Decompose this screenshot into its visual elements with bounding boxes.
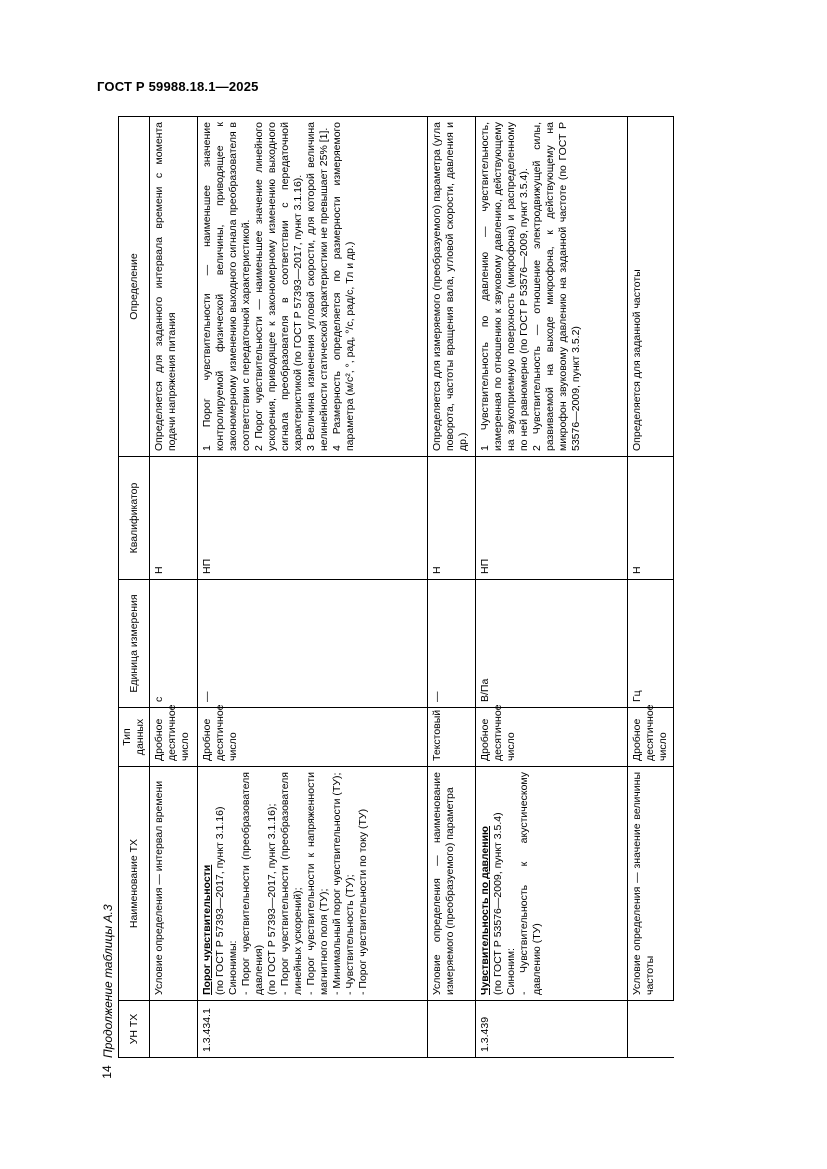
- name-line: - Порог чувствительности (преобразователя линейных ускорений);: [279, 772, 304, 995]
- characteristic-title: Чувствительность по давлению: [479, 825, 491, 995]
- definition-line: 1 Порог чувствительности — наименьшее значение контролируемой физической величины, приводящее к закономерному изменению выходного сигнала преобразователя в соответствии с передаточной характеристикой.: [201, 122, 252, 451]
- col-header-type: Тип данных: [119, 708, 150, 767]
- name-line: (по ГОСТ Р 57393—2017, пункт 3.1.16): [214, 806, 226, 995]
- table-row: [476, 117, 628, 1058]
- cell-definition: [628, 117, 674, 457]
- cell-code: [150, 1001, 198, 1058]
- definition-line: 2 Порог чувствительности — наименьшее значение линейного ускорения, приводящее к закономерному изменению выходного сигнала преобразователя в соответствии с передаточной характеристикой (по ГОСТ Р 57393—2017, пункт 3.1.16).: [253, 122, 304, 451]
- definition-line: 3 Величина изменения угловой скорости, для которой величина нелинейности статической характеристики не превышает 25% [1].: [305, 122, 330, 451]
- cell-name: [150, 767, 198, 1001]
- col-header-definition: Определение: [119, 117, 150, 457]
- name-line: - Порог чувствительности по току (ТУ): [357, 808, 369, 995]
- cell-name: [476, 767, 628, 1001]
- cell-type: Дробное десятичное число: [150, 708, 198, 767]
- cell-name: [198, 767, 428, 1001]
- name-line: Условие определения — интервал времени: [153, 780, 165, 995]
- name-line: Условие определения — наименование измеряемого (преобразуемого) параметра: [431, 772, 456, 995]
- cell-unit: В/Па: [476, 580, 628, 708]
- cell-code: 1.3.439: [476, 1001, 628, 1058]
- table-row: [198, 117, 428, 1058]
- cell-definition: [198, 117, 428, 457]
- cell-type: Дробное десятичное число: [628, 708, 674, 767]
- table-row: [150, 117, 198, 1058]
- page-number: 14: [100, 1065, 114, 1079]
- col-header-qualifier: Квалификатор: [119, 457, 150, 580]
- cell-definition: [150, 117, 198, 457]
- name-line: - Порог чувствительности к напряженности магнитного поля (ТУ);: [305, 772, 330, 995]
- name-line: Условие определения — значение величины частоты: [631, 772, 656, 995]
- name-line: - Чувствительность (ТУ);: [344, 874, 356, 995]
- name-line: - Чувствительность к акустическому давлению (ТУ): [518, 772, 543, 995]
- definition-line: Определяется для заданной частоты: [631, 269, 643, 451]
- table-caption: Продолжение таблицы А.3: [101, 904, 115, 1058]
- cell-qualifier: Н: [150, 457, 198, 580]
- cell-code: [428, 1001, 476, 1058]
- cell-type: Дробное десятичное число: [476, 708, 628, 767]
- cell-name: [428, 767, 476, 1001]
- table-row: [428, 117, 476, 1058]
- definition-line: Определяется для заданного интервала времени с момента подачи напряжения питания: [153, 122, 178, 451]
- cell-code: 1.3.434.1: [198, 1001, 428, 1058]
- table-header-row: [119, 117, 150, 1058]
- col-header-code: УН ТХ: [119, 1001, 150, 1058]
- definition-line: 1 Чувствительность по давлению — чувствительность, измеренная по отношению к звуковому давлению, действующему на звукоприемную поверхность (микрофона) и распределенному по ней равномерно (по ГОСТ Р 53576—2009, пункт 3.5.4).: [479, 122, 530, 451]
- cell-unit: —: [198, 580, 428, 708]
- name-line: (по ГОСТ Р 57393—2017, пункт 3.1.16);: [266, 803, 278, 995]
- cell-qualifier: НП: [198, 457, 428, 580]
- definition-line: 2 Чувствительность — отношение электродвижущей силы, развиваемой на выходе микрофона, к действующему на микрофон звуковому давлению на заданной частоте (по ГОСТ Р 53576—2009, пункт 3.5.2): [531, 122, 582, 451]
- cell-qualifier: Н: [428, 457, 476, 580]
- name-line: - Порог чувствительности (преобразователя давления): [240, 772, 265, 995]
- definition-line: Определяется для измеряемого (преобразуемого) параметра (угла поворота, частоты вращения вала, угловой скорости, давления и др.): [431, 122, 469, 451]
- rotated-table-area: [98, 117, 715, 1058]
- cell-unit: с: [150, 580, 198, 708]
- cell-name: [628, 767, 674, 1001]
- definition-line: 4 Размерность определяется по размерности измеряемого параметра (м/с², °, рад, °/с, рад/с, Тл и др.): [331, 122, 356, 451]
- cell-type: Текстовый: [428, 708, 476, 767]
- characteristics-table: [118, 116, 674, 1058]
- cell-unit: Гц: [628, 580, 674, 708]
- cell-definition: [428, 117, 476, 457]
- name-line: Синоним:: [505, 948, 517, 995]
- cell-unit: —: [428, 580, 476, 708]
- cell-qualifier: НП: [476, 457, 628, 580]
- cell-definition: [476, 117, 628, 457]
- table-row: [628, 117, 674, 1058]
- characteristic-title: Порог чувствительности: [201, 864, 213, 995]
- name-line: Синонимы:: [227, 940, 239, 995]
- cell-code: [628, 1001, 674, 1058]
- col-header-name: Наименование ТХ: [119, 767, 150, 1001]
- cell-qualifier: Н: [628, 457, 674, 580]
- name-line: - Минимальный порог чувствительности (ТУ);: [331, 772, 343, 995]
- cell-type: Дробное десятичное число: [198, 708, 428, 767]
- col-header-unit: Единица измерения: [119, 580, 150, 708]
- name-line: (по ГОСТ Р 53576—2009, пункт 3.5.4): [492, 812, 504, 995]
- standard-title: ГОСТ Р 59988.18.1—2025: [97, 79, 259, 94]
